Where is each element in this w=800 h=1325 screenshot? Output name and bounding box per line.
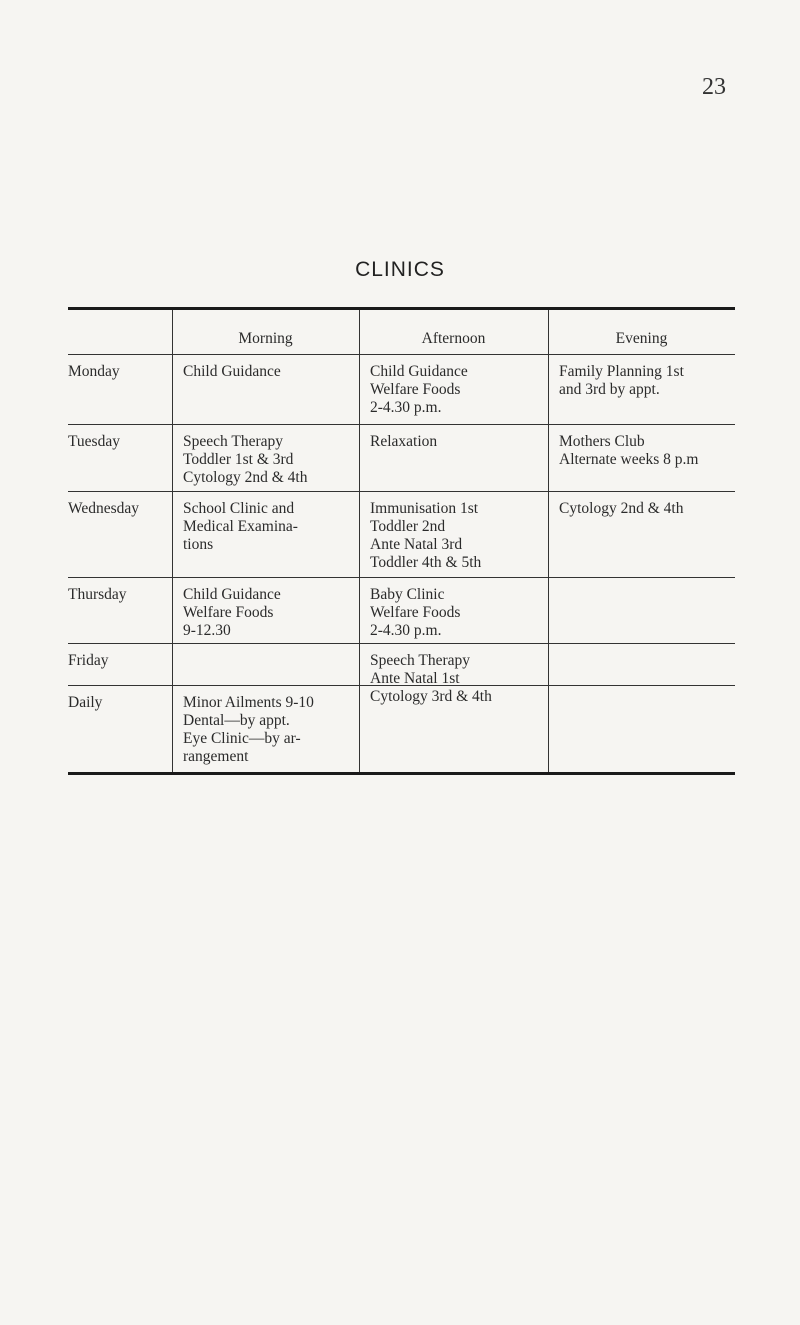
cell-monday-afternoon: Child Guidance Welfare Foods 2-4.30 p.m. <box>370 363 468 416</box>
cell-tuesday-afternoon: Relaxation <box>370 433 438 450</box>
row-day-wednesday: Wednesday <box>68 500 140 517</box>
clinic-schedule-table <box>68 307 735 775</box>
row-divider <box>68 491 735 492</box>
row-day-monday: Monday <box>68 363 120 380</box>
cell-tuesday-evening: Mothers Club Alternate weeks 8 p.m <box>559 433 699 468</box>
page-title: CLINICS <box>355 258 445 281</box>
row-divider <box>68 577 735 578</box>
page-number: 23 <box>702 74 726 100</box>
row-day-thursday: Thursday <box>68 586 127 603</box>
cell-tuesday-morning: Speech Therapy Toddler 1st & 3rd Cytology 2nd & 4th <box>183 433 308 486</box>
cell-wednesday-morning: School Clinic and Medical Examina- tions <box>183 500 298 553</box>
column-divider <box>548 310 549 772</box>
cell-friday-afternoon: Speech Therapy Ante Natal 1st Cytology 3rd & 4th <box>370 652 492 705</box>
cell-thursday-morning: Child Guidance Welfare Foods 9-12.30 <box>183 586 281 639</box>
row-divider <box>68 424 735 425</box>
column-header-evening: Evening <box>615 330 668 347</box>
cell-monday-evening: Family Planning 1st and 3rd by appt. <box>559 363 684 398</box>
row-day-tuesday: Tuesday <box>68 433 120 450</box>
row-divider <box>68 354 735 355</box>
row-day-daily: Daily <box>68 694 103 711</box>
column-header-afternoon: Afternoon <box>421 330 486 347</box>
column-divider <box>359 310 360 772</box>
row-divider <box>68 643 735 644</box>
cell-monday-morning: Child Guidance <box>183 363 281 380</box>
column-header-morning: Morning <box>238 330 293 347</box>
row-day-friday: Friday <box>68 652 109 669</box>
cell-wednesday-afternoon: Immunisation 1st Toddler 2nd Ante Natal 3rd Toddler 4th & 5th <box>370 500 482 571</box>
column-divider <box>172 310 173 772</box>
cell-wednesday-evening: Cytology 2nd & 4th <box>559 500 684 517</box>
cell-daily-morning: Minor Ailments 9-10 Dental—by appt. Eye Clinic—by ar- rangement <box>183 694 314 765</box>
cell-thursday-afternoon: Baby Clinic Welfare Foods 2-4.30 p.m. <box>370 586 461 639</box>
